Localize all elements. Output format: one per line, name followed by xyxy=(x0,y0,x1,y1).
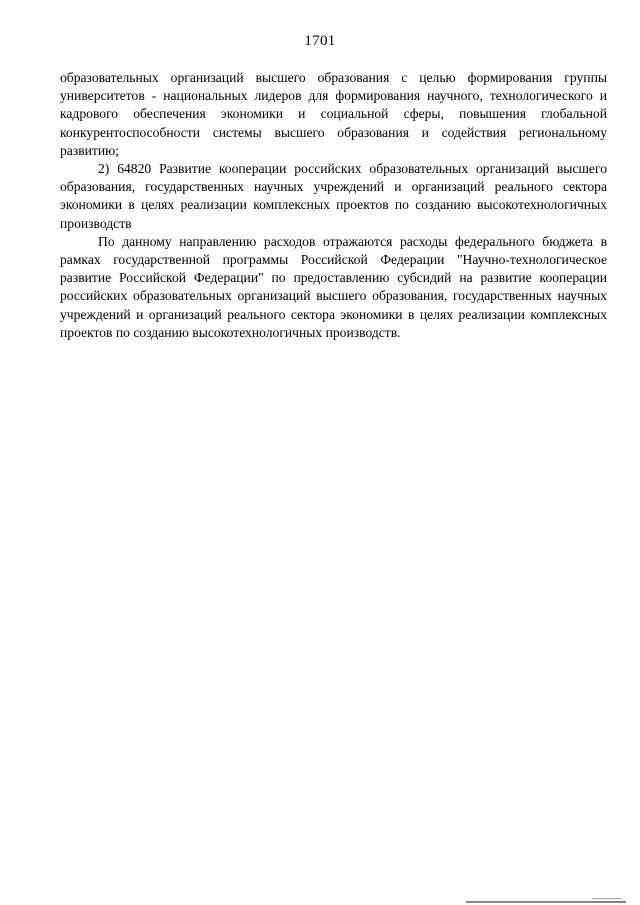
paragraph-continuation: образовательных организаций высшего образования с целью формирования группы университетов - национальных лидеров для формирования научного, технологического и кадрового обеспечения экономики и социальной сферы, повышения глобальной конкурентоспособности системы высшего образования и содействия региональному развитию; xyxy=(60,70,607,158)
paragraph-expense-description: По данному направлению расходов отражаются расходы федерального бюджета в рамках государственной программы Российской Федерации "Научно-технологическое развитие Российской Федерации" по предоставлению субсидий на развитие кооперации российских образовательных организаций высшего образования, государственных научных учреждений и организаций реального сектора экономики в целях реализации комплексных проектов по созданию высокотехнологичных производств. xyxy=(60,233,607,340)
scan-edge-mark xyxy=(466,901,626,903)
page-number: 1701 xyxy=(304,33,336,49)
scan-edge-mark-small xyxy=(592,898,622,899)
document-body xyxy=(60,69,607,342)
paragraph-item-64820: 2) 64820 Развитие кооперации российских образовательных организаций высшего образования, государственных научных учреждений и организаций реального сектора экономики в целях реализации комплексных проектов по созданию высокотехнологичных производств xyxy=(60,161,607,231)
